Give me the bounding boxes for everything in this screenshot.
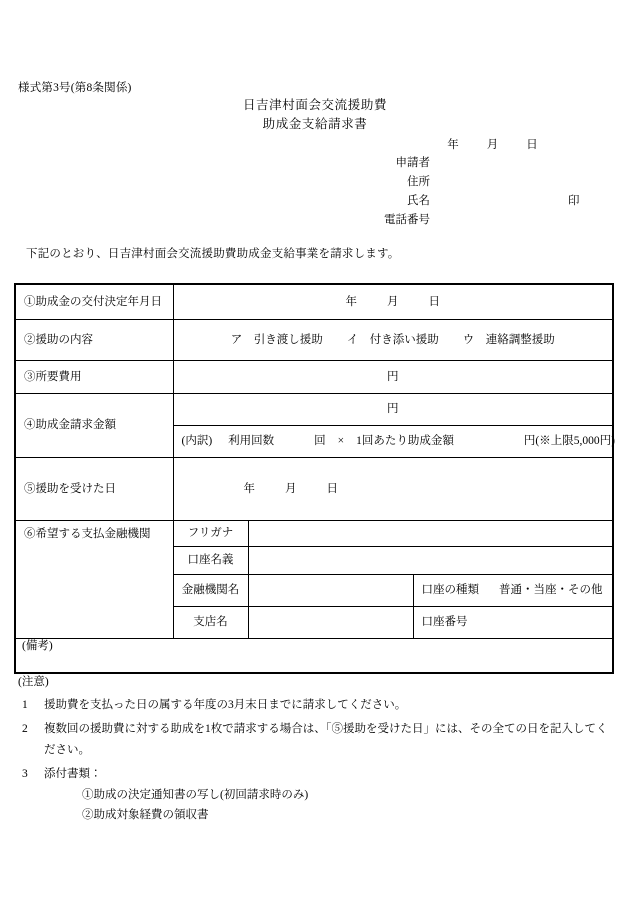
row2-label: ②援助の内容	[15, 320, 173, 361]
bank-name-label: 金融機関名	[173, 575, 248, 607]
date-month-label: 月	[486, 139, 499, 151]
row4-breakdown	[173, 426, 613, 458]
row1-date-placeholders	[346, 296, 441, 308]
row3-value[interactable]	[173, 361, 613, 394]
option-a[interactable]: ア 引き渡し援助	[230, 333, 323, 346]
breakdown-count-label: 利用回数	[228, 435, 275, 447]
address-label: 住所	[407, 176, 430, 188]
row2-options	[173, 320, 613, 361]
row4-label: ④助成金請求金額	[15, 394, 173, 458]
date-year-label: 年	[447, 139, 459, 151]
account-number-label: 口座番号	[421, 616, 468, 628]
note-item	[18, 695, 618, 716]
table-row-bank-furigana	[15, 521, 613, 547]
notes-title: (注意)	[18, 676, 49, 688]
table-row-claim-amount	[15, 394, 613, 426]
submission-date	[0, 136, 630, 152]
account-type-options[interactable]: 普通・当座・その他	[499, 584, 603, 596]
note-text: 複数回の援助費に対する助成を1枚で請求する場合は、「⑤援助を受けた日」には、その全ての日を記入してください。	[44, 723, 608, 756]
notes-section	[18, 672, 618, 825]
document-title	[0, 96, 630, 134]
row5-date-placeholders	[182, 483, 339, 495]
table-row-remarks	[15, 639, 613, 674]
title-line-2: 助成金支給請求書	[262, 117, 368, 131]
applicant-label: 申請者	[395, 157, 430, 169]
name-label: 氏名	[407, 195, 430, 207]
row6-label: ⑥希望する支払金融機関	[15, 521, 173, 639]
note-number: 3	[22, 768, 28, 780]
account-name-field[interactable]	[248, 547, 613, 575]
account-number-cell	[413, 607, 613, 639]
row5-label: ⑤援助を受けた日	[15, 458, 173, 521]
row1-month: 月	[387, 295, 399, 308]
note-text: 援助費を支払った日の属する年度の3月末日までに請求してください。	[44, 699, 407, 711]
bank-name-field[interactable]	[248, 575, 413, 607]
option-c[interactable]: ウ 連絡調整援助	[462, 333, 555, 346]
phone-label: 電話番号	[384, 214, 430, 226]
applicant-row-phone	[0, 211, 630, 230]
row5-year: 年	[243, 482, 255, 495]
intro-sentence: 下記のとおり、日吉津村面会交流援助費助成金支給事業を請求します。	[26, 248, 400, 260]
row1-label: ①助成金の交付決定年月日	[15, 284, 173, 320]
attachment-item: ①助成の決定通知書の写し(初回請求時のみ)	[82, 789, 309, 801]
title-line-1: 日吉津村面会交流援助費	[242, 98, 388, 112]
note-number: 2	[22, 723, 28, 735]
remarks-cell[interactable]	[15, 639, 613, 674]
option-b[interactable]: イ 付き添い援助	[346, 333, 439, 346]
remarks-label: (備考)	[22, 640, 53, 652]
row1-year: 年	[345, 295, 357, 308]
breakdown-lead: (内訳)	[181, 435, 213, 447]
attachment-item: ②助成対象経費の領収書	[82, 809, 209, 821]
furigana-label: フリガナ	[173, 521, 248, 547]
applicant-block	[0, 154, 630, 230]
breakdown-count-unit: 回	[314, 435, 326, 447]
table-row-grant-decision-date	[15, 284, 613, 320]
row3-label: ③所要費用	[15, 361, 173, 394]
table-row-required-cost	[15, 361, 613, 394]
branch-field[interactable]	[248, 607, 413, 639]
note-item	[18, 719, 618, 761]
account-name-label: 口座名義	[173, 547, 248, 575]
applicant-row-name	[0, 192, 630, 211]
furigana-field[interactable]	[248, 521, 613, 547]
applicant-row-address	[0, 173, 630, 192]
row5-value[interactable]	[173, 458, 613, 521]
seal-label: 印	[568, 195, 580, 207]
account-type-cell	[413, 575, 613, 607]
row1-value	[173, 284, 613, 320]
note-number: 1	[22, 699, 28, 711]
row1-day: 日	[428, 295, 440, 308]
row4-unit: 円	[387, 403, 399, 415]
note-text: 添付書類：	[44, 768, 102, 780]
branch-label: 支店名	[173, 607, 248, 639]
form-code: 様式第3号(第8条関係)	[18, 82, 132, 94]
row5-month: 月	[285, 482, 297, 495]
request-table	[14, 283, 614, 674]
row3-unit: 円	[387, 370, 399, 383]
row4-total-value[interactable]	[173, 394, 613, 426]
applicant-row-title	[0, 154, 630, 173]
account-type-label: 口座の種類	[421, 584, 479, 596]
breakdown-times: ×	[337, 435, 345, 447]
table-row-support-content	[15, 320, 613, 361]
date-day-label: 日	[526, 139, 538, 151]
row5-day: 日	[326, 482, 338, 495]
table-row-support-received-date	[15, 458, 613, 521]
breakdown-per-unit: 円(※上限5,000円)	[523, 435, 615, 447]
breakdown-per-label: 1回あたり助成金額	[356, 435, 454, 447]
note-item	[18, 764, 618, 825]
